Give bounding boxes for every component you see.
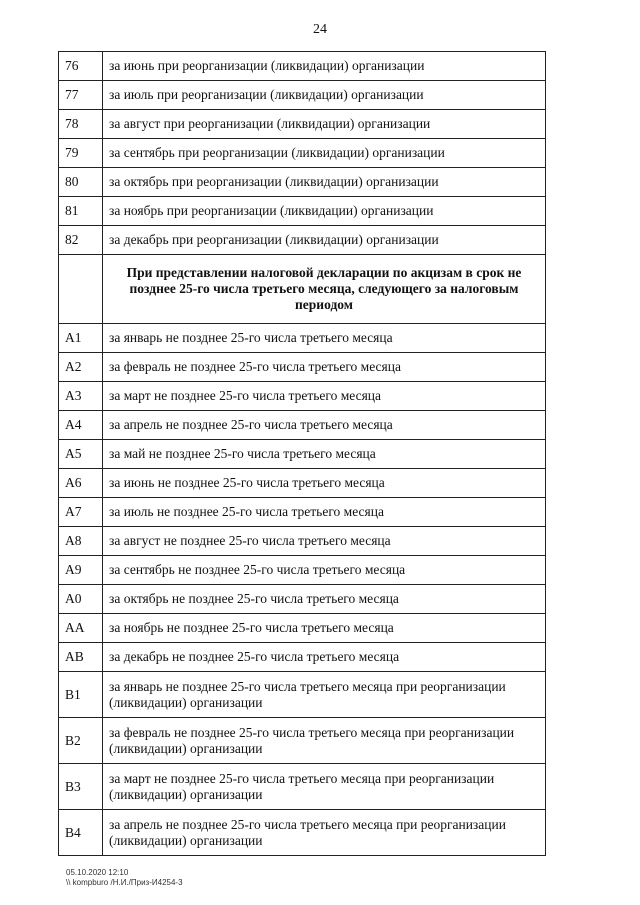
description-cell: за ноябрь при реорганизации (ликвидации) организации — [103, 197, 546, 226]
code-cell: 78 — [59, 110, 103, 139]
description-cell: за декабрь не позднее 25-го числа третьего месяца — [103, 643, 546, 672]
table-row — [59, 498, 546, 527]
description-cell: за январь не позднее 25-го числа третьего месяца — [103, 324, 546, 353]
table-row — [59, 226, 546, 255]
page-number: 24 — [313, 22, 327, 37]
table-row — [59, 764, 546, 810]
table-row — [59, 718, 546, 764]
table-row — [59, 81, 546, 110]
table-row — [59, 382, 546, 411]
code-cell: B4 — [59, 810, 103, 856]
code-cell: B1 — [59, 672, 103, 718]
table-row — [59, 810, 546, 856]
table-row — [59, 469, 546, 498]
description-cell: за март не позднее 25-го числа третьего месяца — [103, 382, 546, 411]
code-cell: 79 — [59, 139, 103, 168]
description-cell: за апрель не позднее 25-го числа третьего месяца — [103, 411, 546, 440]
empty-code-cell — [59, 255, 103, 324]
table-row — [59, 614, 546, 643]
table-row — [59, 527, 546, 556]
footer-doc-ref: \\ kompburo /Н.И./Приз-И4254-3 — [66, 878, 183, 887]
code-cell: 76 — [59, 52, 103, 81]
section-heading-row — [59, 255, 546, 324]
description-cell: за декабрь при реорганизации (ликвидации) организации — [103, 226, 546, 255]
description-cell: за июнь при реорганизации (ликвидации) организации — [103, 52, 546, 81]
description-cell: за август не позднее 25-го числа третьего месяца — [103, 527, 546, 556]
table-row — [59, 672, 546, 718]
footer-date: 05.10.2020 12:10 — [66, 868, 129, 877]
description-cell: за сентябрь при реорганизации (ликвидации) организации — [103, 139, 546, 168]
table-row — [59, 411, 546, 440]
description-cell: за ноябрь не позднее 25-го числа третьего месяца — [103, 614, 546, 643]
table-row — [59, 324, 546, 353]
code-cell: A6 — [59, 469, 103, 498]
code-cell: A3 — [59, 382, 103, 411]
code-cell: A7 — [59, 498, 103, 527]
table-row — [59, 440, 546, 469]
description-cell: за июль при реорганизации (ликвидации) организации — [103, 81, 546, 110]
code-cell: A0 — [59, 585, 103, 614]
code-cell: 80 — [59, 168, 103, 197]
description-cell: за апрель не позднее 25-го числа третьего месяца при реорганизации (ликвидации) организации — [103, 810, 546, 856]
table-row — [59, 110, 546, 139]
code-cell: B3 — [59, 764, 103, 810]
description-cell: за июль не позднее 25-го числа третьего месяца — [103, 498, 546, 527]
codes-table — [58, 51, 546, 856]
code-cell: A2 — [59, 353, 103, 382]
description-cell: за сентябрь не позднее 25-го числа третьего месяца — [103, 556, 546, 585]
code-cell: A9 — [59, 556, 103, 585]
table-row — [59, 585, 546, 614]
description-cell: за февраль не позднее 25-го числа третьего месяца при реорганизации (ликвидации) организации — [103, 718, 546, 764]
code-cell: A8 — [59, 527, 103, 556]
code-cell: A1 — [59, 324, 103, 353]
table-row — [59, 168, 546, 197]
code-cell: AA — [59, 614, 103, 643]
description-cell: за февраль не позднее 25-го числа третьего месяца — [103, 353, 546, 382]
table-row — [59, 643, 546, 672]
table-row — [59, 353, 546, 382]
description-cell: за август при реорганизации (ликвидации) организации — [103, 110, 546, 139]
code-cell: B2 — [59, 718, 103, 764]
code-cell: 77 — [59, 81, 103, 110]
code-cell: A4 — [59, 411, 103, 440]
section-heading: При представлении налоговой декларации по акцизам в срок не позднее 25-го числа третьего месяца, следующего за налоговым периодом — [103, 255, 546, 324]
code-cell: A5 — [59, 440, 103, 469]
description-cell: за май не позднее 25-го числа третьего месяца — [103, 440, 546, 469]
footer — [66, 868, 183, 888]
description-cell: за октябрь не позднее 25-го числа третьего месяца — [103, 585, 546, 614]
table-row — [59, 139, 546, 168]
description-cell: за июнь не позднее 25-го числа третьего месяца — [103, 469, 546, 498]
description-cell: за октябрь при реорганизации (ликвидации) организации — [103, 168, 546, 197]
code-cell: AB — [59, 643, 103, 672]
code-cell: 82 — [59, 226, 103, 255]
table-row — [59, 52, 546, 81]
description-cell: за март не позднее 25-го числа третьего месяца при реорганизации (ликвидации) организации — [103, 764, 546, 810]
table-row — [59, 197, 546, 226]
code-cell: 81 — [59, 197, 103, 226]
table-row — [59, 556, 546, 585]
codes-table-body — [59, 52, 546, 856]
description-cell: за январь не позднее 25-го числа третьего месяца при реорганизации (ликвидации) организации — [103, 672, 546, 718]
